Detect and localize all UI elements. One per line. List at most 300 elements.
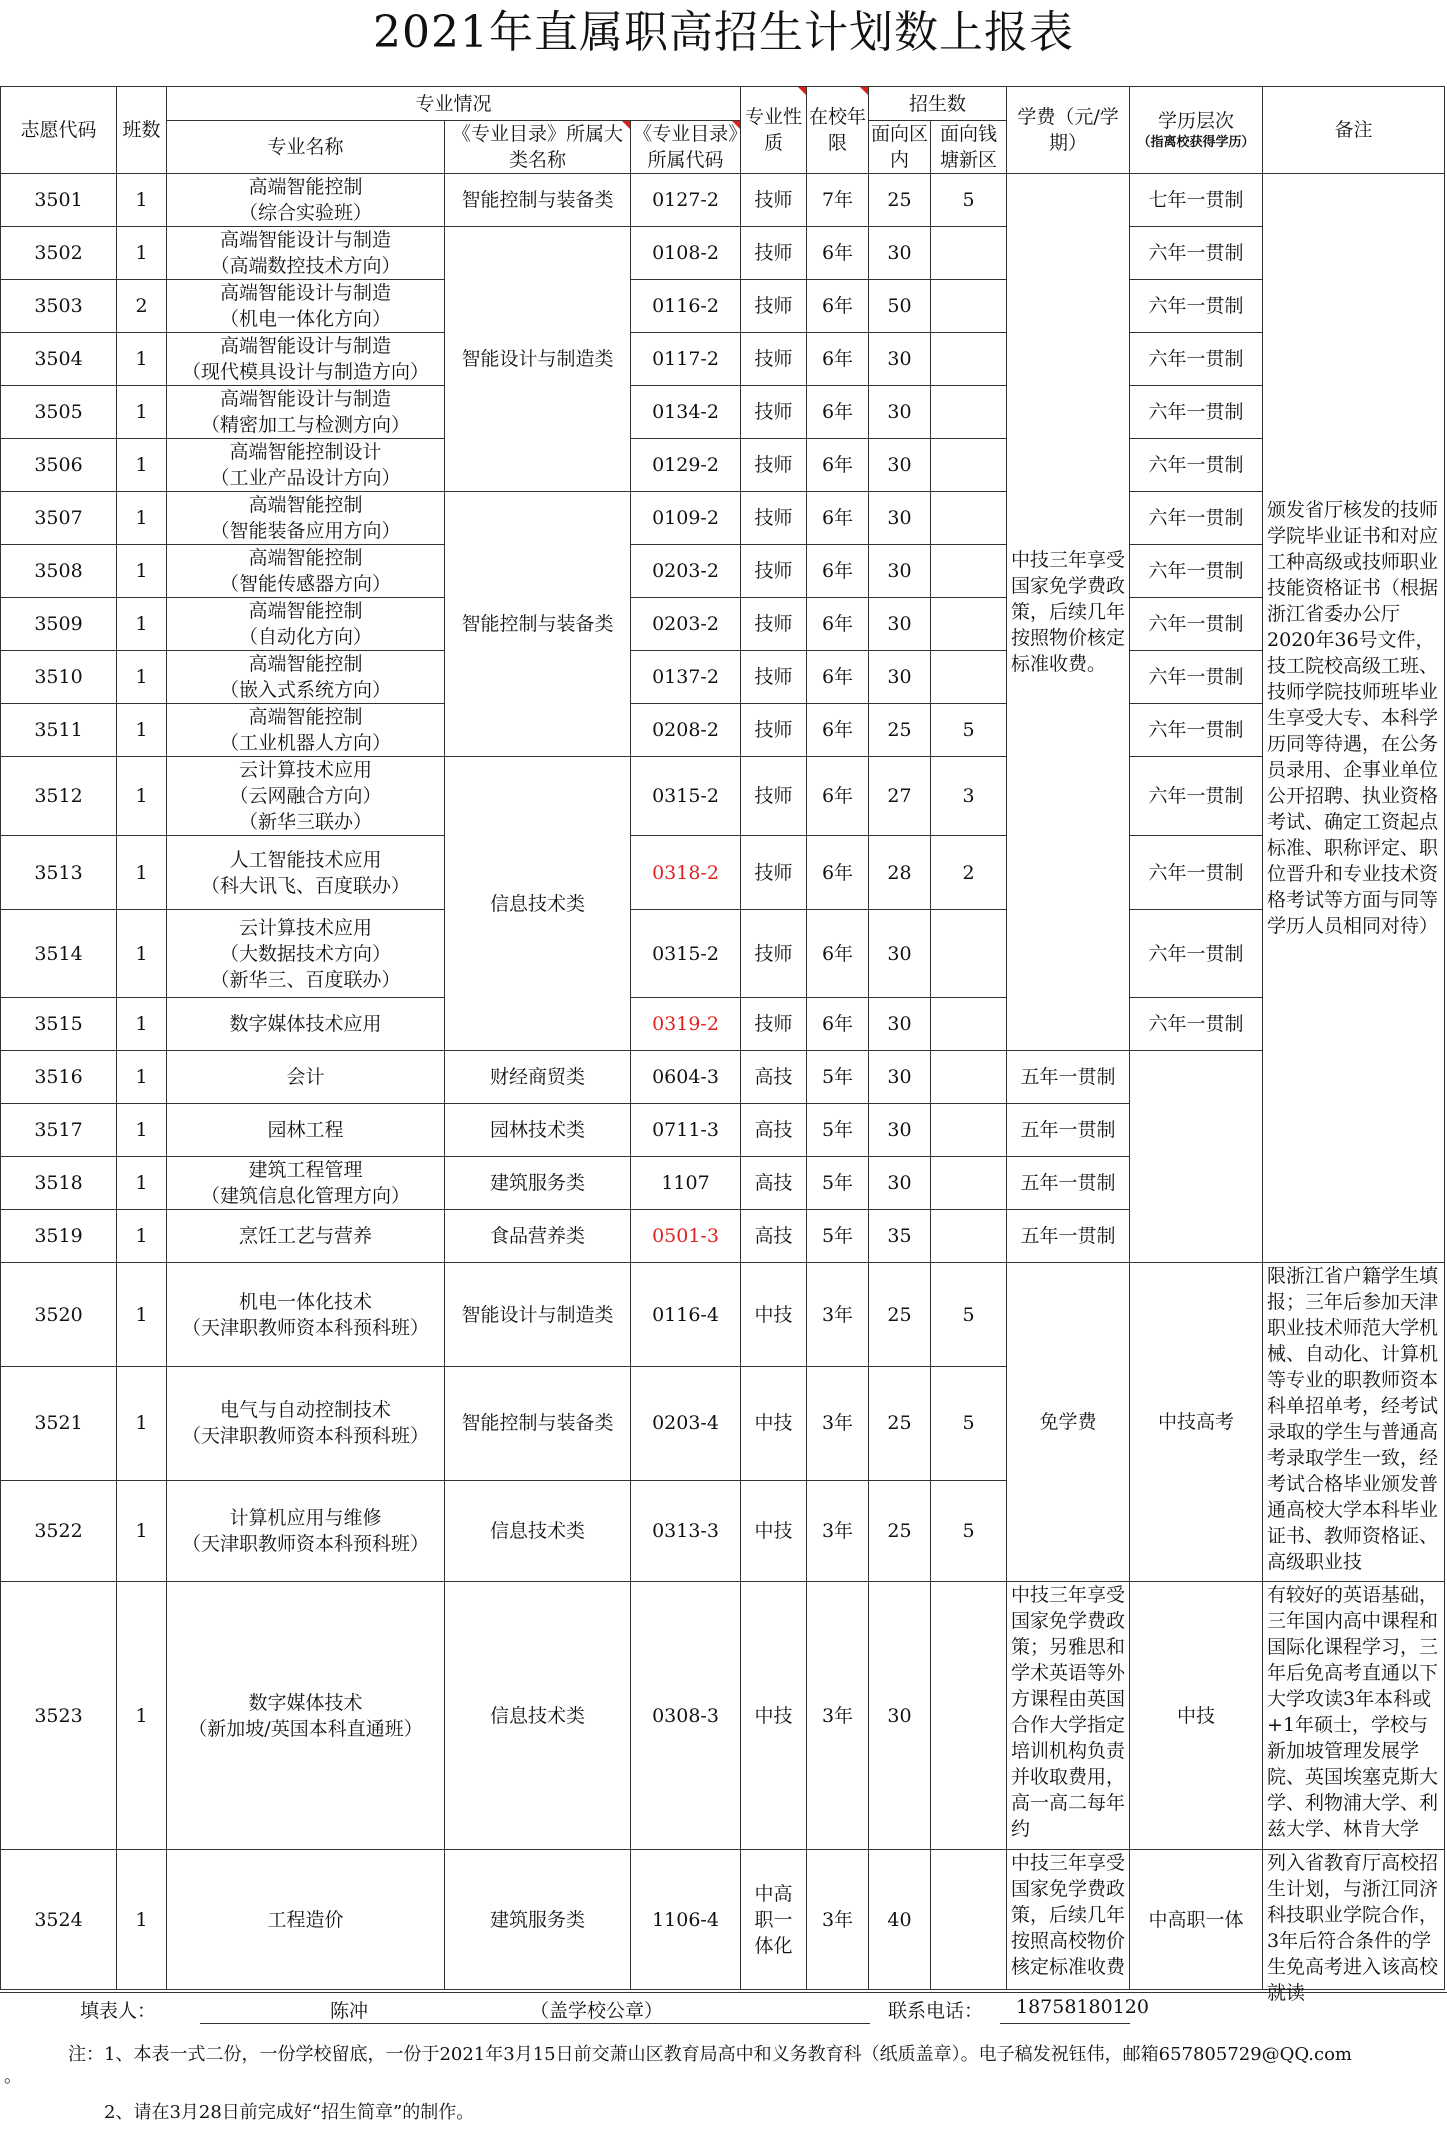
filler-label: 填表人： [80,2000,157,2022]
catalog-code-cell: 0109-2 [631,492,741,545]
major-name: 高端智能设计与制造 [219,282,391,304]
catalog-code-cell: 0127-2 [631,174,741,227]
table-row [1,1157,1445,1210]
classes-cell: 1 [117,1263,167,1367]
classes-cell: 1 [117,1582,167,1850]
fee-text: 中技三年享受国家免学费政策；另雅思和学术英语等外方课程由英国合作大学指定培训机构负责并收取费用，高一高二每年约 [1011,1584,1126,1840]
level-cell: 六年一贯制 [1130,836,1263,910]
major-direction: （自动化方向） [238,626,372,648]
classes-cell: 1 [117,1051,167,1104]
catalog-code-cell: 0308-3 [631,1582,741,1850]
table-row [1,704,1445,757]
in-district-cell: 30 [869,1157,931,1210]
catalog-code-cell: 0319-2 [631,998,741,1051]
qiantang-cell [931,492,1007,545]
page-title: 2021年直属职高招生计划数上报表 [373,7,1074,58]
nature-cell: 技师 [741,174,807,227]
code-cell: 3508 [1,545,117,598]
years-cell: 5年 [807,1210,869,1263]
header-classes: 班数 [117,87,167,174]
fee-cell: 免学费 [1007,1263,1130,1582]
phone-value: 18758180120 [1016,1996,1149,2018]
years-cell: 3年 [807,1480,869,1581]
in-district-cell: 25 [869,1480,931,1581]
table-row [1,598,1445,651]
fee-cell [1007,1850,1130,1990]
major-name: 高端智能设计与制造 [219,388,391,410]
catalog-code-cell: 0129-2 [631,439,741,492]
nature-cell: 中技 [741,1480,807,1581]
header-level [1130,87,1263,174]
code-cell: 3503 [1,280,117,333]
catalog-code-cell: 0117-2 [631,333,741,386]
table-row [1,651,1445,704]
level-cell: 六年一贯制 [1130,227,1263,280]
level-cell: 六年一贯制 [1130,545,1263,598]
major-name-cell: 烹饪工艺与营养 [167,1210,445,1263]
in-district-cell: 30 [869,651,931,704]
major-name: 高端智能设计与制造 [219,229,391,251]
code-cell: 3511 [1,704,117,757]
major-name-cell [167,333,445,386]
fee-cell: 中技三年享受国家免学费政策，后续几年按照物价核定标准收费。 [1007,174,1130,1051]
years-cell: 6年 [807,386,869,439]
category-cell: 建筑服务类 [445,1850,631,1990]
level-cell: 六年一贯制 [1130,386,1263,439]
remark-cell [1263,1850,1445,2004]
table-row [1,386,1445,439]
header-years: 在校年限 [807,87,869,174]
table-row [1,545,1445,598]
qiantang-cell [931,910,1007,998]
code-cell: 3516 [1,1051,117,1104]
remark-text: 列入省教育厅高校招生计划，与浙江同济科技职业学院合作，3年后符合条件的学生免高考进入该高校就读 [1267,1852,1439,2004]
filler-name: 陈冲 [330,2000,369,2022]
years-cell: 6年 [807,998,869,1051]
major-name-cell: 会计 [167,1051,445,1104]
years-cell: 3年 [807,1263,869,1367]
years-cell: 5年 [807,1104,869,1157]
major-direction: （现代模具设计与制造方向） [181,361,429,383]
stamp-note: （盖学校公章） [530,2000,664,2022]
classes-cell: 2 [117,280,167,333]
major-name: 电气与自动控制技术 [219,1399,391,1422]
header-major-info: 专业情况 [167,87,741,121]
qiantang-cell: 3 [931,757,1007,836]
nature-cell: 高技 [741,1157,807,1210]
years-cell: 5年 [807,1157,869,1210]
table-row [1,1263,1445,1367]
level-cell: 六年一贯制 [1130,651,1263,704]
classes-cell: 1 [117,333,167,386]
header-remark: 备注 [1263,87,1445,174]
nature-cell: 技师 [741,492,807,545]
major-name-cell [167,704,445,757]
nature-cell: 技师 [741,651,807,704]
in-district-cell: 25 [869,704,931,757]
table-row [1,1210,1445,1263]
major-direction: （云网融合方向） [229,785,382,807]
years-cell: 6年 [807,836,869,910]
catalog-code-cell: 0318-2 [631,836,741,910]
level-cell: 六年一贯制 [1130,704,1263,757]
years-cell: 6年 [807,280,869,333]
major-name: 计算机应用与维修 [229,1506,382,1529]
note-1: 注：1、本表一式二份，一份学校留底，一份于2021年3月15日前交萧山区教育局高中和义务教育科（纸质盖章）。电子稿发祝钰伟，邮箱657805729@QQ.com [68,2044,1353,2065]
level-cell: 五年一贯制 [1007,1051,1130,1104]
major-name: 高端智能控制 [248,706,363,728]
qiantang-cell [931,998,1007,1051]
nature-cell: 技师 [741,439,807,492]
category-cell: 智能控制与装备类 [445,174,631,227]
classes-cell: 1 [117,1850,167,1990]
category-cell: 信息技术类 [445,1480,631,1581]
in-district-cell: 30 [869,386,931,439]
classes-cell: 1 [117,1367,167,1480]
in-district-cell: 30 [869,1051,931,1104]
classes-cell: 1 [117,910,167,998]
catalog-code-cell: 0116-2 [631,280,741,333]
table-row [1,1850,1445,1990]
table-row [1,1051,1445,1104]
major-name-cell [167,757,445,836]
major-name-cell [167,1263,445,1367]
nature-cell: 技师 [741,386,807,439]
major-name: 高端智能控制 [248,494,363,516]
qiantang-cell: 5 [931,704,1007,757]
major-name-cell [167,1367,445,1480]
table-row [1,174,1445,227]
in-district-cell: 30 [869,439,931,492]
in-district-cell: 30 [869,1582,931,1850]
major-name-cell [167,386,445,439]
years-cell: 5年 [807,1051,869,1104]
major-name-cell [167,492,445,545]
in-district-cell: 30 [869,333,931,386]
header-catalog-code: 《专业目录》所属代码 [631,121,741,174]
table-row [1,1104,1445,1157]
in-district-cell: 30 [869,998,931,1051]
catalog-code-cell: 0203-2 [631,598,741,651]
level-cell: 六年一贯制 [1130,280,1263,333]
table-row [1,998,1445,1051]
catalog-code-cell: 0315-2 [631,910,741,998]
in-district-cell: 25 [869,174,931,227]
major-name: 云计算技术应用 [238,916,372,939]
nature-cell: 技师 [741,280,807,333]
code-cell: 3522 [1,1480,117,1581]
level-cell: 五年一贯制 [1007,1104,1130,1157]
classes-cell: 1 [117,836,167,910]
major-name: 高端智能控制 [248,600,363,622]
years-cell: 6年 [807,492,869,545]
category-cell: 园林技术类 [445,1104,631,1157]
nature-cell: 高技 [741,1051,807,1104]
qiantang-cell [931,1157,1007,1210]
level-cell: 六年一贯制 [1130,998,1263,1051]
catalog-code-cell: 0313-3 [631,1480,741,1581]
nature-cell: 中技 [741,1263,807,1367]
footer [0,1992,1447,2142]
table-row [1,439,1445,492]
fee-text: 中技三年享受国家免学费政策，后续几年按照高校物价核定标准收费 [1011,1852,1126,1978]
major-name-cell [167,174,445,227]
years-cell: 6年 [807,227,869,280]
classes-cell: 1 [117,492,167,545]
qiantang-cell: 2 [931,836,1007,910]
major-direction: （天津职教师资本科预科班） [181,1316,429,1339]
nature-cell: 中技 [741,1367,807,1480]
classes-cell: 1 [117,227,167,280]
code-cell: 3506 [1,439,117,492]
years-cell: 7年 [807,174,869,227]
major-name-cell [167,545,445,598]
qiantang-cell: 5 [931,1367,1007,1480]
nature-cell: 中技 [741,1582,807,1850]
major-name: 建筑工程管理 [248,1159,363,1181]
code-cell: 3509 [1,598,117,651]
table-row [1,836,1445,910]
category-cell: 智能控制与装备类 [445,492,631,757]
table-row [1,1582,1445,1850]
catalog-code-cell: 1106-4 [631,1850,741,1990]
table-row [1,757,1445,836]
header-fee: 学费（元/学期） [1007,87,1130,174]
major-name-cell: 工程造价 [167,1850,445,1990]
years-cell: 6年 [807,910,869,998]
major-direction: （嵌入式系统方向） [219,679,391,701]
level-cell: 六年一贯制 [1130,439,1263,492]
major-name-cell [167,1157,445,1210]
major-name: 数字媒体技术 [248,1691,363,1714]
category-cell: 智能设计与制造类 [445,227,631,492]
header-nature: 专业性质 [741,87,807,174]
qiantang-cell: 5 [931,1480,1007,1581]
catalog-code-cell: 0134-2 [631,386,741,439]
level-cell: 中技 [1130,1582,1263,1850]
code-cell: 3512 [1,757,117,836]
nature-cell: 中高职一体化 [741,1850,807,1990]
nature-cell: 高技 [741,1210,807,1263]
major-direction: （综合实验班） [238,202,372,224]
major-direction: （智能装备应用方向） [210,520,401,542]
major-name-cell [167,651,445,704]
qiantang-cell: 5 [931,1263,1007,1367]
major-direction: （天津职教师资本科预科班） [181,1532,429,1555]
in-district-cell: 25 [869,1367,931,1480]
major-name: 人工智能技术应用 [229,848,382,871]
code-cell: 3520 [1,1263,117,1367]
major-name-cell [167,1582,445,1850]
major-direction: （大数据技术方向） [219,942,391,965]
in-district-cell: 50 [869,280,931,333]
category-cell: 信息技术类 [445,757,631,1051]
major-name: 高端智能设计与制造 [219,335,391,357]
in-district-cell: 30 [869,227,931,280]
header-code: 志愿代码 [1,87,117,174]
remark-cell [1263,1263,1445,1582]
catalog-code-cell: 0315-2 [631,757,741,836]
category-cell: 建筑服务类 [445,1157,631,1210]
years-cell: 3年 [807,1367,869,1480]
phone-underline [1000,2023,1130,2024]
in-district-cell: 30 [869,910,931,998]
major-name-cell [167,227,445,280]
major-name-cell [167,280,445,333]
major-name: 高端智能控制 [248,653,363,675]
years-cell: 3年 [807,1850,869,1990]
qiantang-cell [931,598,1007,651]
years-cell: 6年 [807,598,869,651]
code-cell: 3514 [1,910,117,998]
header-in-district: 面向区内 [869,121,931,174]
major-name-cell: 园林工程 [167,1104,445,1157]
major-name: 机电一体化技术 [238,1290,372,1313]
in-district-cell: 30 [869,598,931,651]
nature-cell: 技师 [741,910,807,998]
enrollment-table [0,86,1445,2004]
classes-cell: 1 [117,998,167,1051]
signature-row [0,1992,1447,2025]
catalog-code-cell: 0208-2 [631,704,741,757]
years-cell: 6年 [807,545,869,598]
code-cell: 3515 [1,998,117,1051]
level-cell: 五年一贯制 [1007,1157,1130,1210]
classes-cell: 1 [117,439,167,492]
classes-cell: 1 [117,757,167,836]
code-cell: 3519 [1,1210,117,1263]
catalog-code-cell: 0501-3 [631,1210,741,1263]
major-partner: （新华三联办） [238,811,372,833]
major-direction: （机电一体化方向） [219,308,391,330]
category-cell: 信息技术类 [445,1582,631,1850]
qiantang-cell [931,1051,1007,1104]
phone-label: 联系电话： [888,2000,984,2022]
header-qiantang: 面向钱塘新区 [931,121,1007,174]
major-name: 云计算技术应用 [238,759,372,781]
code-cell: 3521 [1,1367,117,1480]
classes-cell: 1 [117,598,167,651]
table-row [1,227,1445,280]
level-cell: 中技高考 [1130,1263,1263,1582]
major-name-cell [167,439,445,492]
level-cell: 七年一贯制 [1130,174,1263,227]
level-cell: 六年一贯制 [1130,757,1263,836]
header-enroll: 招生数 [869,87,1007,121]
code-cell: 3507 [1,492,117,545]
major-direction: （工业机器人方向） [219,732,391,754]
qiantang-cell: 5 [931,174,1007,227]
major-direction: （建筑信息化管理方向） [200,1185,410,1207]
header-major-name: 专业名称 [167,121,445,174]
major-direction: （智能传感器方向） [219,573,391,595]
major-name: 高端智能控制 [248,547,363,569]
category-cell: 智能设计与制造类 [445,1263,631,1367]
classes-cell: 1 [117,1104,167,1157]
nature-cell: 高技 [741,1104,807,1157]
nature-cell: 技师 [741,227,807,280]
in-district-cell: 30 [869,1104,931,1157]
major-name-cell [167,598,445,651]
nature-cell: 技师 [741,836,807,910]
level-cell: 五年一贯制 [1007,1210,1130,1263]
code-cell: 3517 [1,1104,117,1157]
table-row [1,280,1445,333]
level-cell: 中高职一体 [1130,1850,1263,1990]
major-name-cell [167,910,445,998]
major-direction: （精密加工与检测方向） [200,414,410,436]
code-cell: 3505 [1,386,117,439]
catalog-code-cell: 0604-3 [631,1051,741,1104]
qiantang-cell [931,651,1007,704]
years-cell: 6年 [807,704,869,757]
years-cell: 6年 [807,757,869,836]
in-district-cell: 30 [869,492,931,545]
classes-cell: 1 [117,545,167,598]
qiantang-cell [931,333,1007,386]
classes-cell: 1 [117,174,167,227]
catalog-code-cell: 0137-2 [631,651,741,704]
classes-cell: 1 [117,386,167,439]
level-cell: 六年一贯制 [1130,492,1263,545]
major-name-cell [167,1480,445,1581]
qiantang-cell [931,545,1007,598]
note-2: 2、请在3月28日前完成好“招生简章”的制作。 [104,2102,475,2123]
in-district-cell: 40 [869,1850,931,1990]
note-1-tail: 。 [4,2066,22,2087]
level-cell: 六年一贯制 [1130,910,1263,998]
catalog-code-cell: 0711-3 [631,1104,741,1157]
classes-cell: 1 [117,1480,167,1581]
header-catalog-category: 《专业目录》所属大类名称 [445,121,631,174]
major-name-cell [167,836,445,910]
code-cell: 3524 [1,1850,117,1990]
remark-text: 有较好的英语基础，三年国内高中课程和国际化课程学习，三年后免高考直通以下大学攻读3年本科或+1年硕士，学校与新加坡管理发展学院、英国埃塞克斯大学、利物浦大学、利兹大学、林肯大学 [1267,1584,1439,1840]
in-district-cell: 25 [869,1263,931,1367]
code-cell: 3510 [1,651,117,704]
nature-cell: 技师 [741,598,807,651]
qiantang-cell [931,1104,1007,1157]
qiantang-cell [931,1850,1007,1990]
category-cell: 智能控制与装备类 [445,1367,631,1480]
nature-cell: 技师 [741,333,807,386]
remark-cell [1263,1582,1445,1850]
table-row [1,910,1445,998]
major-direction: （工业产品设计方向） [210,467,401,489]
classes-cell: 1 [117,1157,167,1210]
years-cell: 3年 [807,1582,869,1850]
major-name: 高端智能控制 [248,176,363,198]
qiantang-cell [931,280,1007,333]
qiantang-cell [931,386,1007,439]
catalog-code-cell: 0108-2 [631,227,741,280]
major-direction: （天津职教师资本科预科班） [181,1425,429,1448]
filler-underline [200,2023,870,2024]
qiantang-cell [931,227,1007,280]
category-cell: 食品营养类 [445,1210,631,1263]
catalog-code-cell: 1107 [631,1157,741,1210]
in-district-cell: 27 [869,757,931,836]
major-direction: （科大讯飞、百度联办） [200,874,410,897]
qiantang-cell [931,1210,1007,1263]
category-cell: 财经商贸类 [445,1051,631,1104]
code-cell: 3502 [1,227,117,280]
major-direction: （高端数控技术方向） [210,255,401,277]
table-row [1,492,1445,545]
remark-text: 限浙江省户籍学生填报；三年后参加天津职业技术师范大学机械、自动化、计算机等专业的职教师资本科单招单考，经考试录取的学生与普通高考录取学生一致，经考试合格毕业颁发普通高校大学本科毕业证书、教师资格证、高级职业技 [1267,1265,1439,1573]
classes-cell: 1 [117,651,167,704]
level-cell: 六年一贯制 [1130,598,1263,651]
